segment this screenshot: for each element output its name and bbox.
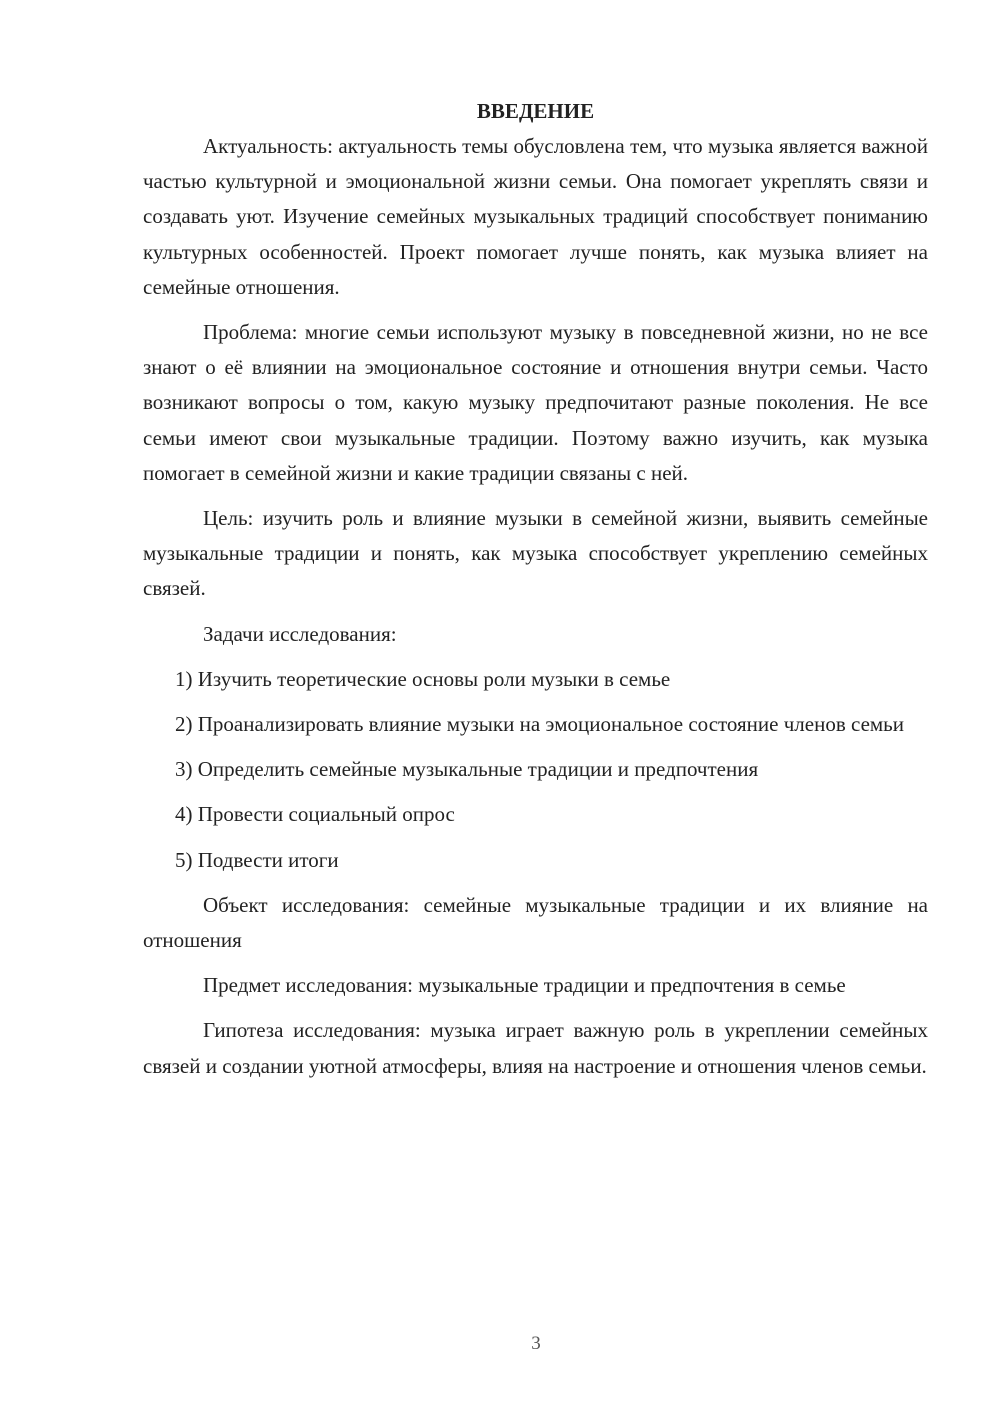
paragraph-hypothesis: Гипотеза исследования: музыка играет важную роль в укреплении семейных связей и создании уютной атмосферы, влияя на настроение и отношения членов семьи. [143, 1018, 928, 1078]
task-item-1: 1) Изучить теоретические основы роли музыки в семье [175, 666, 671, 691]
paragraph-problem: Проблема: многие семьи используют музыку в повседневной жизни, но не все знают о её влиянии на эмоциональное состояние и отношения внутри семьи. Часто возникают вопросы о том, какую музыку предпочитают разные поколения. Не все семьи имеют свои музыкальные традиции. Поэтому важно изучить, как музыка помогает в семейной жизни и какие традиции связаны с ней. [143, 320, 928, 485]
task-item-3: 3) Определить семейные музыкальные традиции и предпочтения [175, 757, 759, 782]
paragraph-goal: Цель: изучить роль и влияние музыки в семейной жизни, выявить семейные музыкальные традиции и понять, как музыка способствует укреплению семейных связей. [143, 506, 928, 601]
page-title: ВВЕДЕНИЕ [476, 99, 595, 123]
task-item-5: 5) Подвести итоги [175, 847, 339, 872]
paragraph-relevance: Актуальность: актуальность темы обусловлена тем, что музыка является важной частью культурной и эмоциональной жизни семьи. Она помогает укреплять связи и создавать уют. Изучение семейных музыкальных традиций способствует пониманию культурных особенностей. Проект помогает лучше понять, как музыка влияет на семейные отношения. [143, 134, 928, 299]
paragraph-object: Объект исследования: семейные музыкальные традиции и их влияние на отношения [143, 892, 928, 953]
page-number: 3 [531, 1333, 541, 1354]
tasks-title: Задачи исследования: [203, 621, 397, 646]
task-item-4: 4) Провести социальный опрос [175, 802, 455, 827]
document-page [143, 94, 928, 1094]
paragraph-subject: Предмет исследования: музыкальные традиции и предпочтения в семье [203, 973, 846, 998]
task-item-2: 2) Проанализировать влияние музыки на эмоциональное состояние членов семьи [175, 712, 905, 737]
